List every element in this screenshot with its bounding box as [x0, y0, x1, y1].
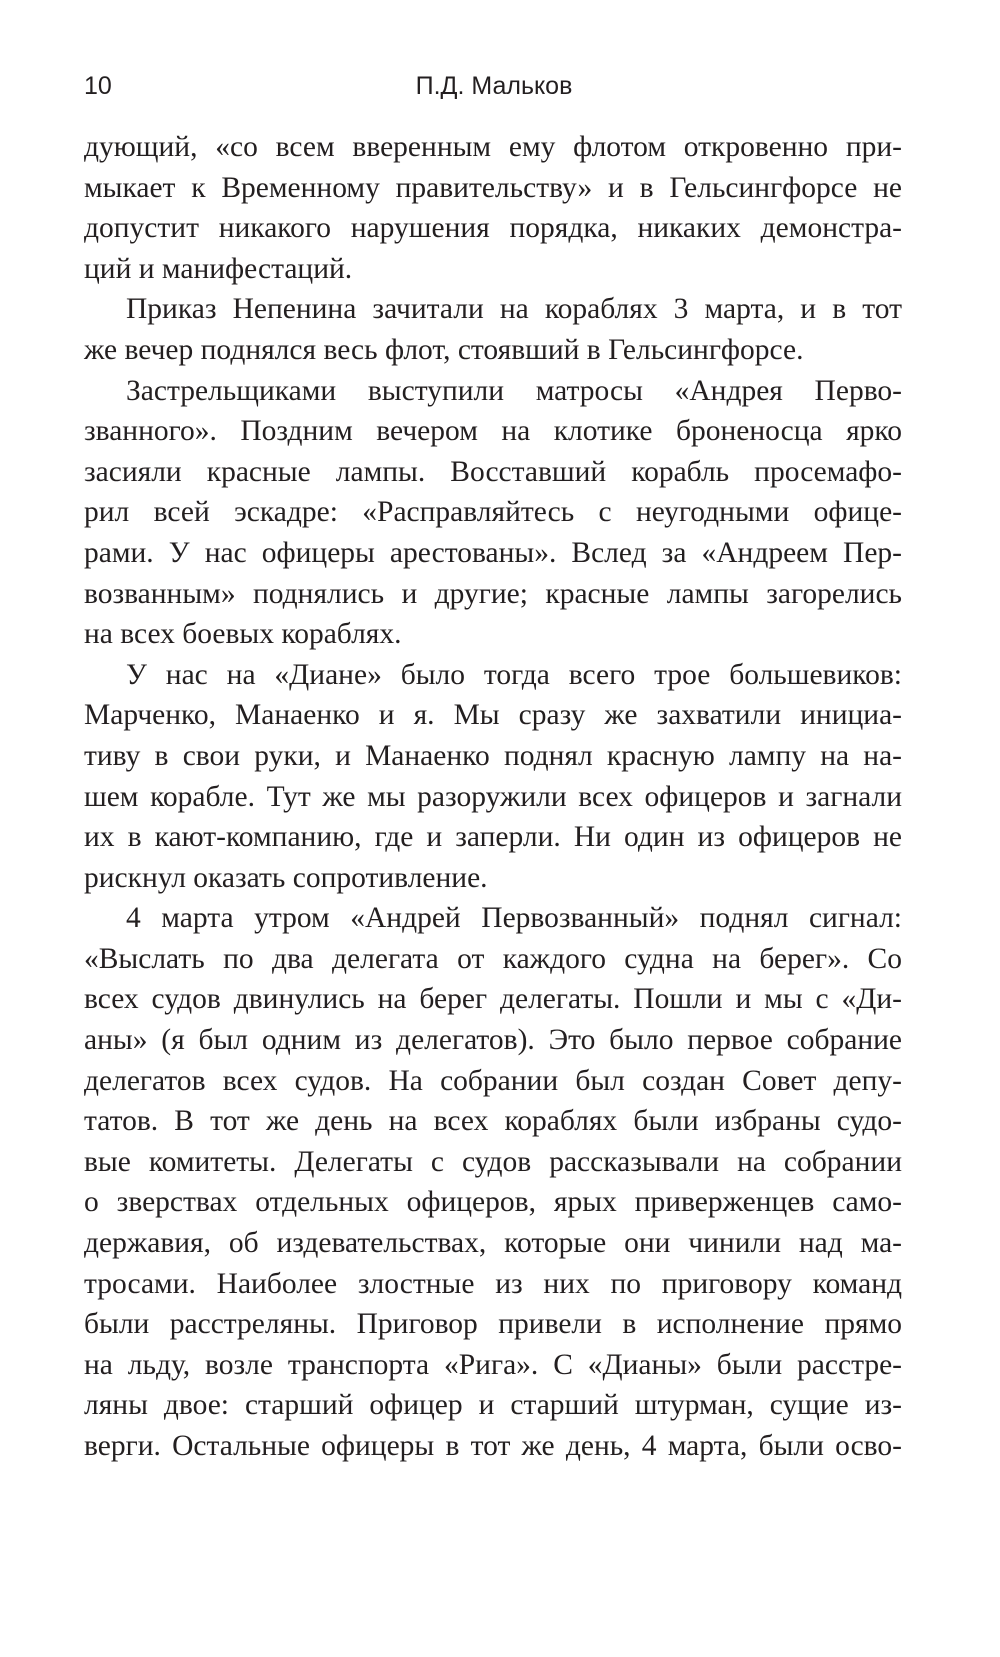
- page-number: 10: [84, 72, 112, 100]
- text-line: державия, об издевательствах, которые они чинили над ма-: [84, 1227, 902, 1260]
- text-line: званного». Поздним вечером на клотике броненосца ярко: [84, 415, 902, 448]
- text-line: Приказ Непенина зачитали на кораблях 3 марта, и в тот: [126, 293, 902, 326]
- text-line: ций и манифестаций.: [84, 252, 353, 285]
- text-line: тросами. Наиболее злостные из них по приговору команд: [84, 1267, 902, 1300]
- text-line: У нас на «Диане» было тогда всего трое большевиков:: [126, 658, 902, 691]
- text-line: на всех боевых кораблях.: [84, 618, 402, 651]
- text-line: вые комитеты. Делегаты с судов рассказывали на собрании: [84, 1145, 902, 1178]
- page-header: [84, 72, 904, 112]
- text-line: рискнул оказать сопротивление.: [84, 861, 488, 894]
- running-head-author: П.Д. Мальков: [415, 72, 573, 100]
- text-line: всех судов двинулись на берег делегаты. Пошли и мы с «Ди-: [84, 983, 902, 1016]
- text-line: допустит никакого нарушения порядка, никаких демонстра-: [84, 212, 902, 245]
- text-line: аны» (я был одним из делегатов). Это было первое собрание: [84, 1024, 902, 1057]
- text-line: засияли красные лампы. Восставший корабль просемафо-: [84, 455, 902, 488]
- text-line: их в кают-компанию, где и заперли. Ни один из офицеров не: [84, 821, 902, 854]
- text-line: верги. Остальные офицеры в тот же день, 4 марта, были осво-: [84, 1430, 902, 1462]
- text-line: «Выслать по два делегата от каждого судна на берег». Со: [84, 942, 902, 975]
- text-line: мыкает к Временному правительству» и в Гельсингфорсе не: [84, 171, 902, 204]
- text-line: шем корабле. Тут же мы разоружили всех офицеров и загнали: [84, 780, 902, 813]
- text-line: рил всей эскадре: «Расправляйтесь с неугодными офице-: [84, 496, 902, 529]
- text-line: делегатов всех судов. На собрании был создан Совет депу-: [84, 1064, 902, 1097]
- text-line: рами. У нас офицеры арестованы». Вслед за «Андреем Пер-: [84, 536, 902, 569]
- text-line: возванным» поднялись и другие; красные лампы загорелись: [84, 577, 902, 610]
- text-line: татов. В тот же день на всех кораблях были избраны судо-: [84, 1105, 902, 1138]
- text-line: ляны двое: старший офицер и старший штурман, сущие из-: [84, 1389, 902, 1422]
- text-line: же вечер поднялся весь флот, стоявший в Гельсингфорсе.: [84, 333, 804, 366]
- text-line: дующий, «со всем вверенным ему флотом откровенно при-: [84, 131, 902, 163]
- text-line: Марченко, Манаенко и я. Мы сразу же захватили инициа-: [84, 699, 902, 732]
- text-line: тиву в свои руки, и Манаенко поднял красную лампу на на-: [84, 739, 902, 772]
- text-line: на льду, возле транспорта «Рига». С «Дианы» были расстре-: [84, 1348, 902, 1381]
- text-line: 4 марта утром «Андрей Первозванный» поднял сигнал:: [126, 902, 902, 935]
- text-line: о зверствах отдельных офицеров, ярых приверженцев само-: [84, 1186, 902, 1219]
- text-line: были расстреляны. Приговор привели в исполнение прямо: [84, 1308, 902, 1341]
- text-line: Застрельщиками выступили матросы «Андрея Перво-: [126, 374, 902, 407]
- body-text: [84, 127, 902, 1467]
